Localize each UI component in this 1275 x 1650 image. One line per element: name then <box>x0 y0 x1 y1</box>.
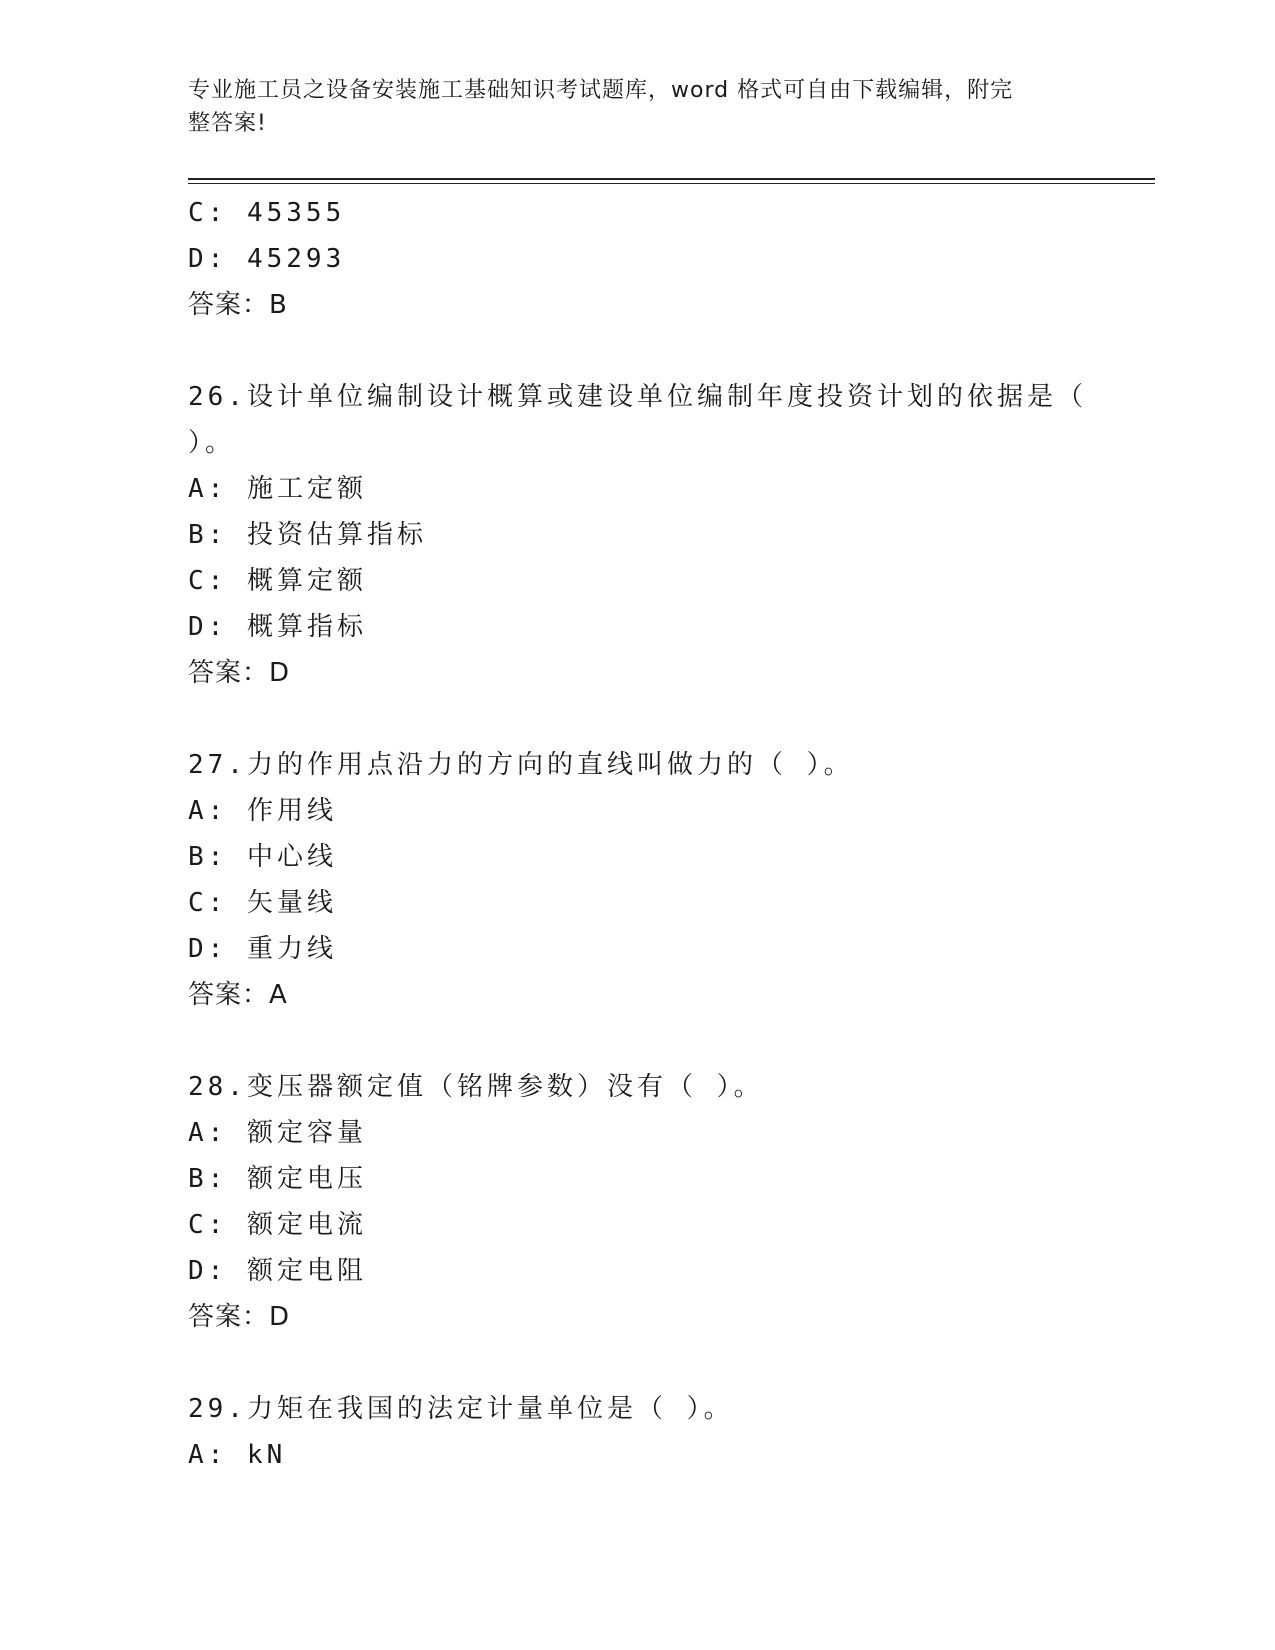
option-d: D: 45293 <box>188 244 346 274</box>
option-a: A: kN <box>188 1440 287 1470</box>
option-d: D: 重力线 <box>188 934 337 964</box>
question-29 <box>188 1386 1068 1478</box>
question-28 <box>188 1064 1068 1340</box>
answer: 答案：D <box>188 658 291 688</box>
question-stem-continued: ）。 <box>188 428 236 458</box>
option-a: A: 额定容量 <box>188 1118 367 1148</box>
question-stem: 29.力矩在我国的法定计量单位是（ ）。 <box>188 1394 734 1424</box>
answer: 答案：D <box>188 1302 291 1332</box>
option-b: B: 中心线 <box>188 842 337 872</box>
question-stem: 28.变压器额定值（铭牌参数）没有（ ）。 <box>188 1072 764 1102</box>
question-list <box>188 190 1087 1478</box>
option-a: A: 施工定额 <box>188 474 367 504</box>
option-b: B: 额定电压 <box>188 1164 367 1194</box>
option-c: C: 矢量线 <box>188 888 337 918</box>
question-stem: 27.力的作用点沿力的方向的直线叫做力的（ ）。 <box>188 750 854 780</box>
option-c: C: 额定电流 <box>188 1210 367 1240</box>
option-a: A: 作用线 <box>188 796 337 826</box>
header-divider-thick <box>188 178 1155 180</box>
question-26 <box>188 374 1087 696</box>
option-d: D: 概算指标 <box>188 612 367 642</box>
question-stem: 26.设计单位编制设计概算或建设单位编制年度投资计划的依据是（ <box>188 382 1087 412</box>
option-b: B: 投资估算指标 <box>188 520 427 550</box>
question-25-tail <box>188 190 1068 328</box>
document-header <box>188 74 1068 140</box>
answer: 答案：A <box>188 980 288 1010</box>
question-27 <box>188 742 1068 1018</box>
option-c: C: 概算定额 <box>188 566 367 596</box>
answer: 答案：B <box>188 290 288 320</box>
header-line-2: 整答案! <box>188 111 267 136</box>
header-divider-thin <box>188 183 1155 184</box>
option-c: C: 45355 <box>188 198 346 228</box>
header-line-1: 专业施工员之设备安装施工基础知识考试题库，word 格式可自由下载编辑，附完 <box>188 78 1014 103</box>
option-d: D: 额定电阻 <box>188 1256 367 1286</box>
